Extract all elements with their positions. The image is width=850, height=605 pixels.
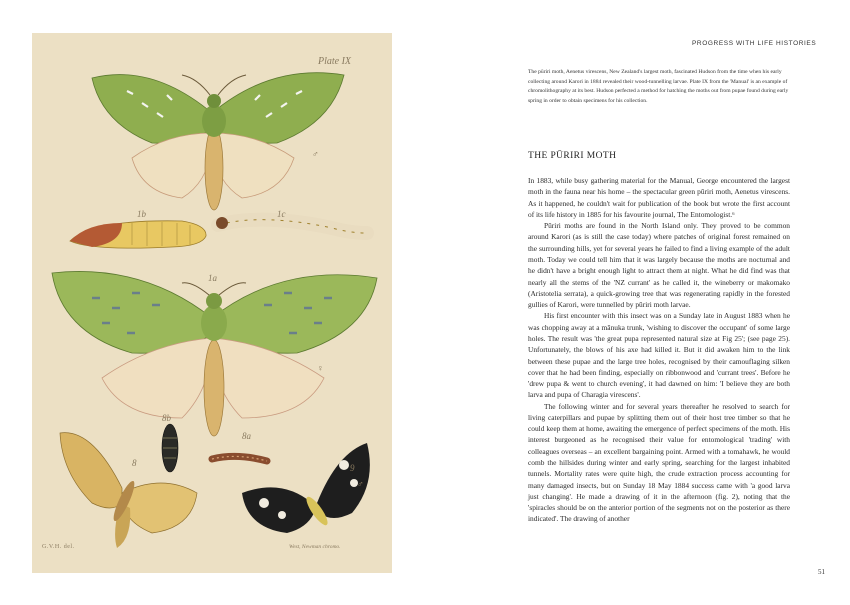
body-paragraph: His first encounter with this insect was on a Sunday late in August 1883 when he was chopping away at a mānuka trunk, 'wishing to discover the occupant' of some large holes. The result was 'the great pupa represented natural size at Fig 25'; (see page 25). Unfortunately, the blows of his axe had killed it. But it did awaken him to the link between these pupae and the large tree holes, recognised by their camouflaging silken cover that he had been finding, especially on ribbonwood and 'currant trees'. Before he 'drew pupa & went to church evening', it had dawned on him: 'I believe they are both larva and pupa of Charagia virescens'.	[528, 311, 790, 400]
caterpillar-1c	[216, 217, 367, 233]
figure-label: 8b	[162, 413, 171, 423]
figure-label: ♂	[312, 149, 319, 159]
figure-label: ♂	[357, 479, 364, 489]
body-paragraph: In 1883, while busy gathering material for the Manual, George encountered the largest moth in the fauna near his home – the spectacular green pūriri moth, Aenetus virescens. As it happened, he couldn't wait for publication of the book but wrote the first account of its life history in 1885 for his favourite journal, The Entomologist.⁶	[528, 176, 790, 219]
plate-credit-printer: West, Newman chromo.	[289, 544, 341, 550]
figure-label: ♀	[317, 363, 324, 373]
pupa-8b	[162, 424, 178, 472]
body-paragraph: Pūriri moths are found in the North Island only. They proved to be common around Karori (as is still the case today) where patches of original forest remained on the surrounding hills, yet for several years he failed to find a living example of the adult moth. Today we could tell him that it was largely because the moths are nocturnal and he didn't have a bright enough light to attract them at night. What he did find was that nearly all the stems of the 'NZ currant' as he called it, the wineberry or makomako (Aristotelia serrata), a quick-growing tree that was regenerating rapidly in the forested gullies of Karori, were tunnelled by pūriri moth larvae.	[528, 221, 790, 310]
figure-label: 1b	[137, 209, 146, 219]
section-title: THE PŪRIRI MOTH	[528, 151, 617, 161]
page-number: 51	[818, 568, 825, 576]
figure-label: 8	[132, 458, 137, 468]
figure-label: 9	[350, 463, 355, 473]
pupa-1b	[70, 221, 206, 248]
large-green-moth	[52, 271, 377, 436]
plate-title: Plate IX	[318, 56, 352, 67]
running-head: PROGRESS WITH LIFE HISTORIES	[692, 40, 817, 47]
plate-caption: The pūriri moth, Aenetus virescens, New Zealand's largest moth, fascinated Hudson from the time when his early collecting around Karori in 1884 revealed their wood-tunnelling larvae. Plate IX from the 'Manual' is an example of chromolithography at its best. Hudson perfected a method for hatching the moths out from pupae found during early spring in order to obtain specimens for his collection.	[528, 69, 789, 104]
caterpillar-8a	[212, 456, 267, 461]
top-green-moth	[92, 73, 344, 210]
figure-label: 1a	[208, 273, 217, 283]
moth-plate-illustration	[32, 33, 392, 573]
figure-label: 8a	[242, 431, 251, 441]
figure-label: 1c	[277, 209, 286, 219]
illustration-plate	[32, 33, 392, 573]
body-paragraph: The following winter and for several years thereafter he resolved to search for living caterpillars and pupae by splitting them out of their host tree timber so that he could keep them at home, awaiting the emergence of perfect specimens of the moth. His interest burgeoned as he recognised their value for entomological 'trading' with colleagues overseas – an excellent bargaining point. Armed with a tomahawk, he would comb the hillsides during winter and early spring, searching for the largest inhabited tunnels. Mortality rates were quite high, the crude extraction process accounting for many damaged insects, but on Sunday 18 May 1884 success came with 'a good larva just changing'. He made a drawing of it in the afternoon (fig. 2), noting that the 'spiracles should be on the anterior portion of the segments not on the posterior as there indicated'. The drawing of another	[528, 401, 790, 524]
body-text	[528, 175, 790, 551]
right-page	[425, 0, 850, 605]
plate-credit-artist: G.V.H. del.	[42, 544, 75, 550]
